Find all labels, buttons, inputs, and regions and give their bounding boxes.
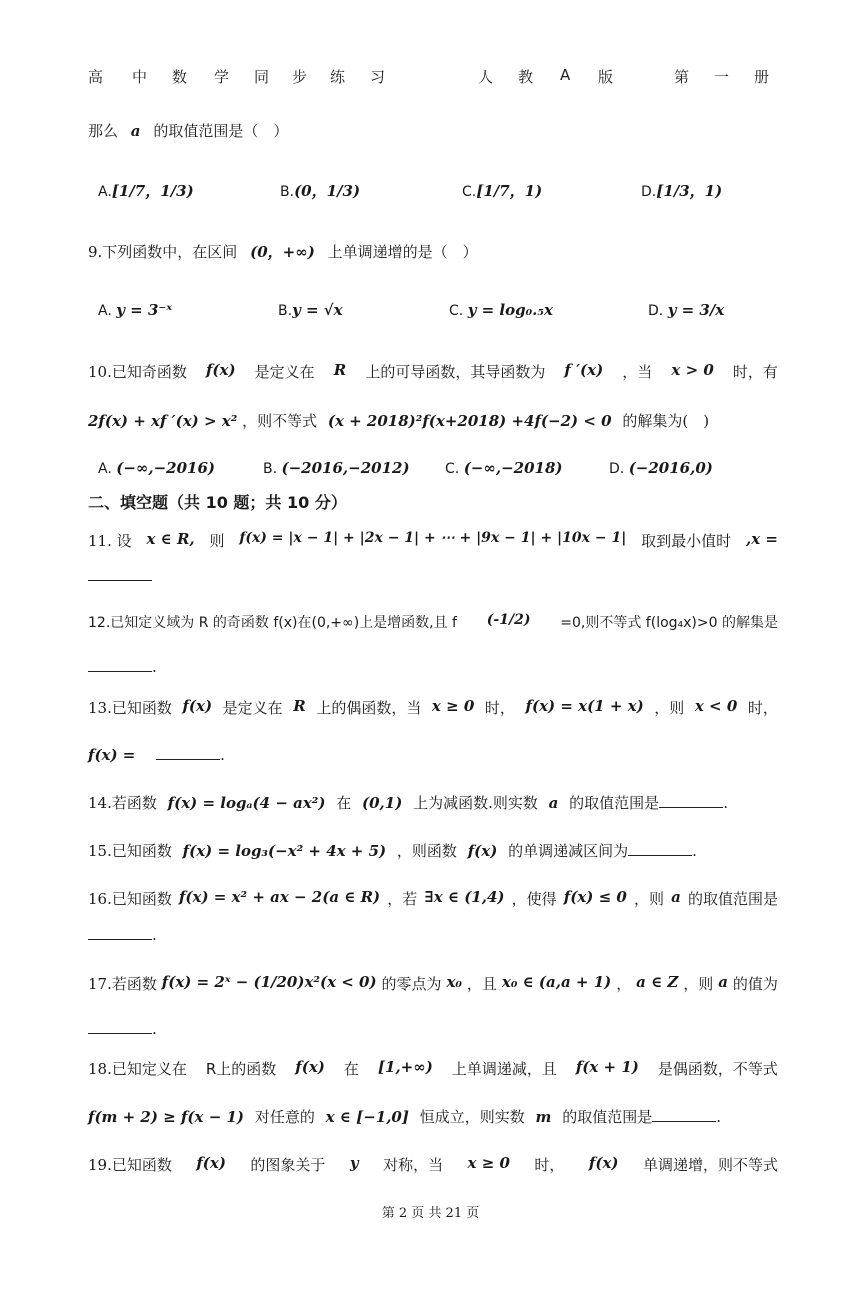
q16-answer <box>88 926 157 944</box>
option-label: C. <box>445 461 460 477</box>
text: ，则 <box>683 975 714 993</box>
math: (-1/2) <box>486 612 531 628</box>
header-char: 版 <box>598 68 614 86</box>
header-char: 中 <box>132 68 148 86</box>
page-footer: 第 2 页 共 21 页 <box>381 1206 480 1221</box>
text: . <box>716 1108 721 1126</box>
text: R上的函数 <box>205 1060 277 1078</box>
option-label: D. <box>609 461 625 477</box>
q10-line1 <box>88 361 778 382</box>
header-char: 一 <box>714 68 730 86</box>
math: f(x) = x(1 + x) <box>525 697 644 715</box>
header-char: 第 <box>674 68 690 86</box>
text: 时， <box>534 1156 565 1174</box>
q18-line1 <box>88 1058 778 1079</box>
header-char: 教 <box>518 68 534 86</box>
math: x < 0 <box>694 697 738 715</box>
text: 11. 设 <box>88 532 132 550</box>
option-expr: (−2016,−2012) <box>281 459 410 477</box>
header-char: 步 <box>292 68 308 86</box>
text: ，且 <box>466 975 497 993</box>
math: f(x) <box>295 1058 325 1076</box>
text: 19.已知函数 <box>88 1156 172 1174</box>
answer-blank <box>156 747 220 760</box>
math: f(x + 1) <box>575 1058 639 1076</box>
text: 对称，当 <box>383 1156 444 1174</box>
q8-tail <box>88 120 288 141</box>
option-expr: y = √x <box>292 301 343 319</box>
text: 上为减函数.则实数 <box>413 794 538 812</box>
text: ，若 <box>387 890 418 908</box>
text: 的零点为 <box>381 975 442 993</box>
q13-line1 <box>88 697 778 718</box>
q16-stem <box>88 888 778 909</box>
q11-stem <box>88 530 778 551</box>
text: 16.已知函数 <box>88 890 172 908</box>
answer-blank <box>652 1109 716 1122</box>
math: a ∈ Z <box>636 973 679 991</box>
option-expr: (−∞,−2018) <box>463 459 563 477</box>
text: 单调递增，则不等式 <box>642 1156 778 1174</box>
header-char: 册 <box>754 68 770 86</box>
q14-stem <box>88 792 728 813</box>
text: 的单调递减区间为 <box>508 842 629 860</box>
q10-option-b <box>263 459 410 477</box>
option-expr: (−∞,−2016) <box>116 459 216 477</box>
option-label: B. <box>263 461 278 477</box>
math: f(x) = log₃(−x² + 4x + 5) <box>182 842 387 860</box>
text: 在 <box>343 1060 359 1078</box>
text: 是偶函数，不等式 <box>657 1060 778 1078</box>
text: ，则 <box>633 890 664 908</box>
math-var: a <box>130 122 141 140</box>
math: f(x) <box>196 1154 226 1172</box>
math: x ≥ 0 <box>467 1154 510 1172</box>
q9-stem <box>88 241 478 262</box>
option-expr: y = log₀.₅x <box>467 301 553 319</box>
text: ，使得 <box>511 890 557 908</box>
text: 13.已知函数 <box>88 699 172 717</box>
text: 是定义在 <box>222 699 283 717</box>
math: m <box>535 1108 552 1126</box>
math-interval: (0，+∞) <box>250 243 315 261</box>
text: 对任意的 <box>254 1108 315 1126</box>
math: f(x) = logₐ(4 − ax²) <box>167 794 326 812</box>
text: ，则函数 <box>396 842 457 860</box>
text: 时， <box>484 699 515 717</box>
text: 12.已知定义域为 R 的奇函数 f(x)在(0,+∞)上是增函数,且 f <box>88 615 457 631</box>
text: 14.若函数 <box>88 794 157 812</box>
text: ，则不等式 <box>242 412 318 430</box>
q10-line2 <box>88 410 709 431</box>
answer-blank <box>628 843 692 856</box>
option-expr: [1/7，1) <box>476 182 543 200</box>
math: f(x) = <box>88 746 136 764</box>
q8-option-a <box>98 180 194 201</box>
text: . <box>152 1020 157 1038</box>
option-label: B. <box>280 184 295 200</box>
text: 的图象关于 <box>250 1156 326 1174</box>
math: ∃x ∈ (1,4) <box>424 888 505 906</box>
math: f(x) = |x − 1| + |2x − 1| + ⋯ + |9x − 1| + |10x − 1| <box>239 530 627 546</box>
answer-blank <box>88 580 152 581</box>
q12-answer: . <box>88 658 157 676</box>
header-char: 人 <box>478 68 494 86</box>
text: ，则 <box>654 699 685 717</box>
header-char: 同 <box>254 68 270 86</box>
math: x ∈ R, <box>146 530 195 548</box>
math: x₀ <box>446 973 462 991</box>
text: 的取值范围是 <box>569 794 660 812</box>
math: [1,+∞) <box>377 1058 433 1076</box>
math: f ′(x) <box>564 361 604 379</box>
text: 上单调递增的是（ ） <box>327 243 478 261</box>
answer-blank <box>88 927 152 940</box>
header-char: 数 <box>172 68 188 86</box>
text: 的取值范围是（ ） <box>153 122 289 140</box>
q8-option-b <box>280 180 360 201</box>
math: a <box>548 794 559 812</box>
text: 时， <box>747 699 778 717</box>
option-label: A. <box>98 461 112 477</box>
math: (x + 2018)²f(x+2018) +4f(−2) < 0 <box>327 412 612 430</box>
text: . <box>723 794 728 812</box>
option-label: C. <box>449 303 464 319</box>
header-char: A <box>560 66 571 84</box>
option-label: C. <box>462 184 477 200</box>
math: R <box>333 361 347 379</box>
math: x > 0 <box>671 361 714 379</box>
q10-option-a <box>98 459 215 477</box>
q17-stem <box>88 973 778 994</box>
math: f(x) <box>588 1154 619 1172</box>
text: 那么 <box>88 122 119 140</box>
text: =0,则不等式 f(log₄x)>0 的解集是 <box>560 615 778 631</box>
option-expr: y = 3⁻ˣ <box>116 301 172 319</box>
text: 取到最小值时 <box>641 532 732 550</box>
text: 上单调递减，且 <box>451 1060 557 1078</box>
q10-option-d <box>609 459 713 477</box>
text: . <box>152 926 157 944</box>
q8-option-c <box>462 180 542 201</box>
answer-blank <box>659 795 723 808</box>
math: f(x) <box>205 361 236 379</box>
text: 则 <box>209 532 225 550</box>
header-char: 练 <box>330 68 346 86</box>
math: f(x) <box>182 697 213 715</box>
section-title: 二、填空题（共 10 题；共 10 分） <box>88 493 347 512</box>
math: x ∈ [−1,0] <box>325 1108 409 1126</box>
text: 的取值范围是 <box>562 1108 653 1126</box>
math: x ≥ 0 <box>431 697 475 715</box>
q13-line2 <box>88 746 225 764</box>
option-expr: [1/7，1/3) <box>111 182 194 200</box>
text: 10.已知奇函数 <box>88 363 187 381</box>
text: 的解集为( ) <box>622 412 710 430</box>
math: f(x) = 2ˣ − (1/20)x²(x < 0) <box>161 973 377 991</box>
math: (0,1) <box>362 794 403 812</box>
q8-option-d <box>641 180 722 201</box>
q17-answer <box>88 1020 157 1038</box>
q9-option-d <box>648 301 724 319</box>
text: ，当 <box>622 363 653 381</box>
math: f(m + 2) ≥ f(x − 1) <box>88 1108 245 1126</box>
option-label: D. <box>648 303 664 319</box>
option-expr: [1/3，1) <box>656 182 723 200</box>
math: f(x) ≤ 0 <box>563 888 627 906</box>
text: 9.下列函数中，在区间 <box>88 243 238 261</box>
math: a <box>671 888 681 906</box>
text: 15.已知函数 <box>88 842 172 860</box>
text: 上的偶函数，当 <box>316 699 422 717</box>
math: 2f(x) + xf ′(x) > x² <box>88 412 238 430</box>
option-label: B. <box>278 303 293 319</box>
text: 在 <box>336 794 352 812</box>
option-label: A. <box>98 303 112 319</box>
text: 上的可导函数，其导函数为 <box>365 363 546 381</box>
text: . <box>220 746 225 764</box>
math: f(x) = x² + ax − 2(a ∈ R) <box>178 888 381 906</box>
option-label: D. <box>641 184 657 200</box>
answer-blank <box>88 1021 152 1034</box>
header-char: 习 <box>370 68 386 86</box>
math: y <box>349 1154 359 1172</box>
q9-option-a <box>98 301 172 319</box>
answer-blank <box>88 659 152 672</box>
math: f(x) <box>467 842 498 860</box>
q18-line2 <box>88 1106 721 1127</box>
text: 18.已知定义在 <box>88 1060 187 1078</box>
math: x₀ ∈ (a,a + 1) <box>501 973 612 991</box>
q15-stem <box>88 840 697 861</box>
text: 的取值范围是 <box>687 890 778 908</box>
math: R <box>293 697 306 715</box>
text: 时，有 <box>732 363 778 381</box>
option-expr: (0，1/3) <box>294 182 361 200</box>
q12-stem <box>88 612 778 632</box>
text: 17.若函数 <box>88 975 157 993</box>
q10-option-c <box>445 459 562 477</box>
text: 是定义在 <box>254 363 315 381</box>
q19-line1 <box>88 1154 778 1175</box>
math: ,x = <box>745 530 778 548</box>
header-char: 高 <box>88 68 104 86</box>
q9-option-c <box>449 301 553 319</box>
q9-option-b <box>278 301 343 319</box>
text: . <box>692 842 697 860</box>
option-label: A. <box>98 184 112 200</box>
math: a <box>718 973 728 991</box>
option-expr: (−2016,0) <box>628 459 713 477</box>
text: ， <box>616 975 632 993</box>
text: 的值为 <box>732 975 778 993</box>
text: 恒成立，则实数 <box>419 1108 525 1126</box>
header-char: 学 <box>214 68 230 86</box>
option-expr: y = 3/x <box>667 301 725 319</box>
